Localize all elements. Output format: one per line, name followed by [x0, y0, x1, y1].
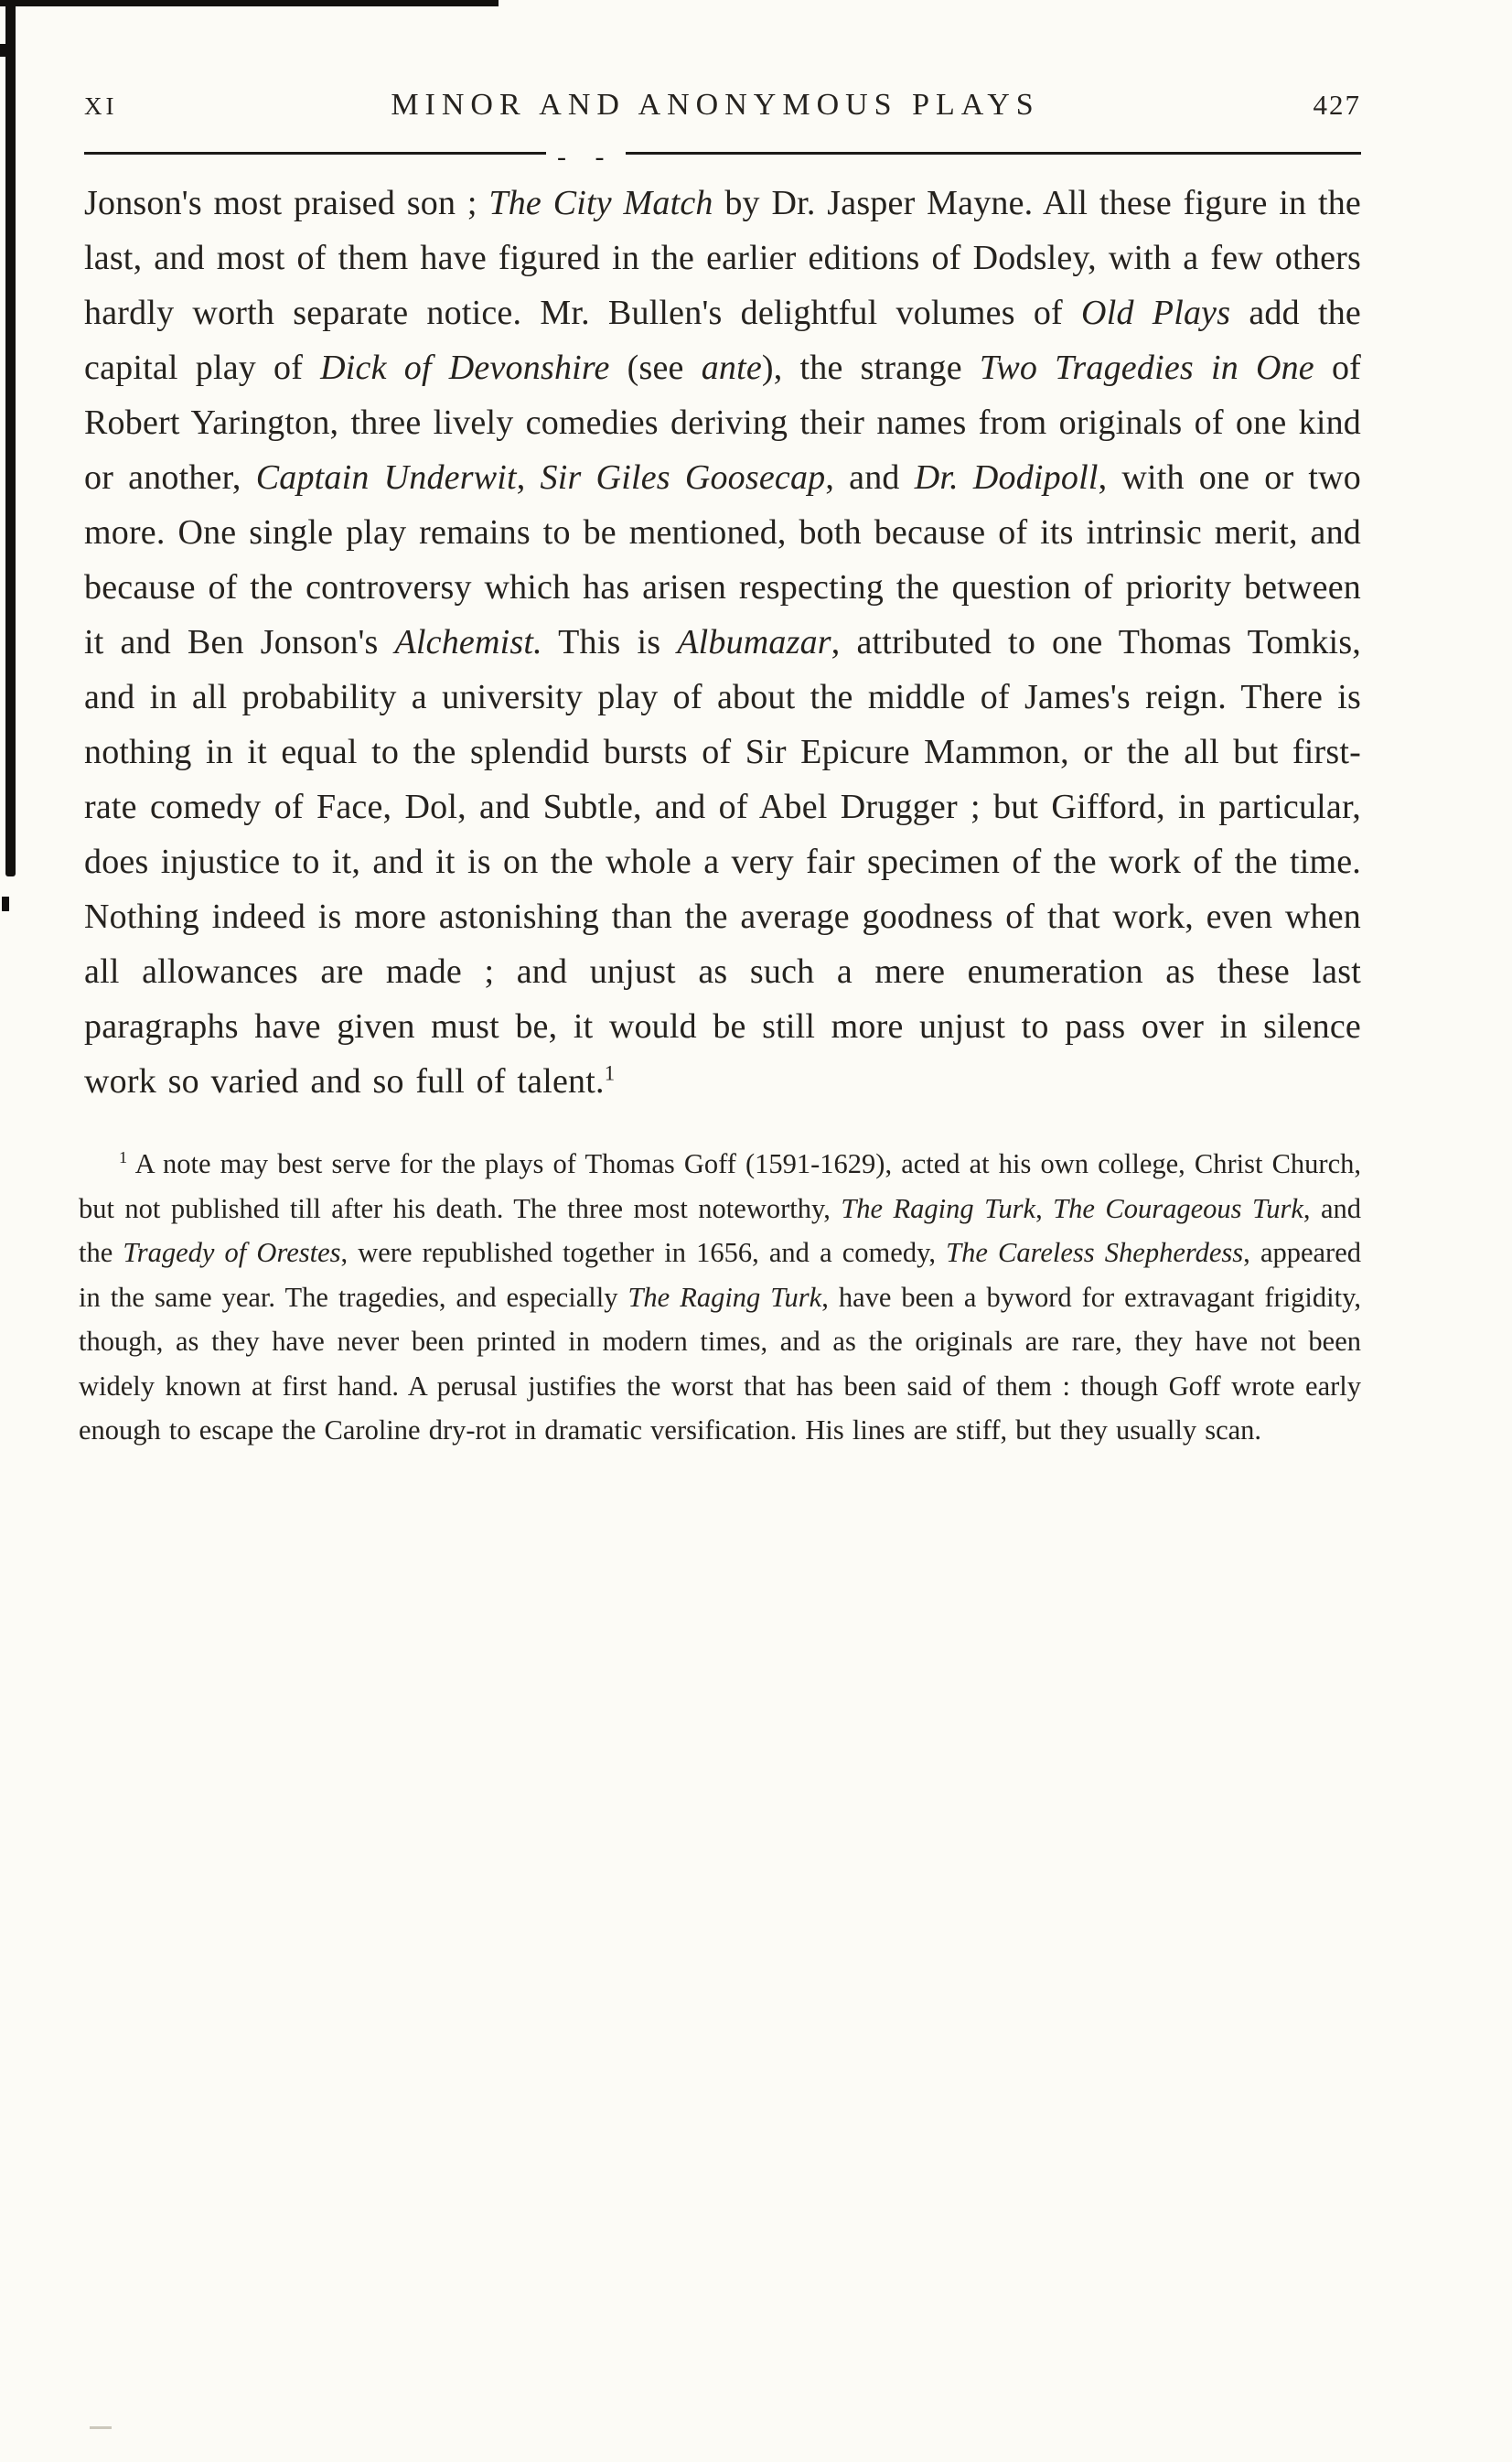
text-segment: , and the	[79, 1192, 1362, 1268]
italic-title-text: The Courageous Turk	[1053, 1192, 1303, 1224]
footnote-block	[79, 1142, 1361, 1453]
header-rule-segment	[84, 152, 546, 155]
text-segment: , were republished together in 1656, and a comedy,	[340, 1237, 947, 1268]
header-rule: - -	[84, 146, 1361, 159]
italic-title-text: ante	[701, 349, 762, 387]
text-segment: ,	[516, 458, 541, 497]
footnote-paragraph	[79, 1142, 1361, 1453]
text-segment: A note may best serve for the plays of Thomas Goff (1591-1629), acted at his own college, Christ Church, but not published till after his death. The three most noteworthy,	[79, 1148, 1361, 1224]
italic-title-text: Two Tragedies in One	[979, 349, 1314, 387]
italic-title-text: The Raging Turk	[627, 1281, 822, 1313]
body-paragraph	[84, 176, 1361, 1109]
running-title: MINOR AND ANONYMOUS PLAYS	[391, 88, 1040, 122]
text-segment: , with one or two more. One single play remains to be mentioned, both because of its intrinsic merit, and because of the controversy which has arisen respecting the question of priority between it and Ben Jonson's	[84, 458, 1362, 661]
text-segment: This is	[542, 623, 678, 661]
text-segment: (see	[609, 349, 702, 387]
text-segment: ), the strange	[761, 349, 980, 387]
text-segment: of Robert Yarington, three lively comedies deriving their names from originals of one kind or another,	[84, 349, 1362, 497]
text-segment: add the capital play of	[84, 294, 1361, 387]
italic-title-text: Tragedy of Orestes	[123, 1237, 341, 1268]
text-segment: , appeared in the same year. The tragedies, and especially	[79, 1237, 1361, 1313]
header-rule-segment	[626, 152, 1361, 155]
italic-title-text: Dr. Dodipoll	[914, 458, 1099, 497]
italic-title-text: The Careless Shepherdess	[946, 1237, 1244, 1268]
text-segment: by Dr. Jasper Mayne. All these figure in the last, and most of them have figured in the earlier editions of Dodsley, with a few others hardly worth separate notice. Mr. Bullen's delightful volumes of	[84, 184, 1361, 332]
italic-title-text: Sir Giles Goosecap	[540, 458, 826, 497]
text-segment: ,	[1035, 1192, 1054, 1224]
text-segment: Jonson's most praised son ;	[84, 184, 489, 222]
italic-title-text: The Raging Turk	[841, 1192, 1036, 1224]
italic-title-text: Old Plays	[1081, 294, 1231, 332]
italic-title-text: Captain Underwit	[255, 458, 517, 497]
scan-artifact-bottom-mark	[90, 2426, 112, 2429]
italic-title-text: Dick of Devonshire	[320, 349, 610, 387]
text-segment: , and	[825, 458, 915, 497]
main-text-block	[84, 176, 1361, 1109]
text-segment: , attributed to one Thomas Tomkis, and in all probability a university play of about the middle of James's reign. There is nothing in it equal to the splendid bursts of Sir Epicure Mammon, or the all but first-rate comedy of Face, Dol, and Subtle, and of Abel Drugger ; but Gifford, in particular, does injustice to it, and it is on the whole a very fair specimen of the work of the time. Nothing indeed is more astonishing than the average goodness of that work, even when all allowances are made ; and unjust as such a mere enumeration as these last paragraphs have given must be, it would be still more unjust to pass over in silence work so varied and so full of talent.	[84, 623, 1362, 1101]
italic-title-text: The City Match	[488, 184, 713, 222]
footnote-marker: 1	[119, 1147, 128, 1166]
text-segment: , have been a byword for extravagant frigidity, though, as they have never been printed in modern times, and as the originals are rare, they have not been widely known at first hand. A perusal justifies the worst that has been said of them : though Goff wrote early enough to escape the Caroline dry-rot in dramatic versification. His lines are stiff, but they usually scan.	[79, 1281, 1361, 1446]
page-number: 427	[1313, 89, 1361, 121]
italic-title-text: Alchemist.	[394, 623, 542, 661]
section-number: XI	[84, 92, 118, 120]
footnote-marker: 1	[604, 1061, 616, 1085]
page-header	[84, 88, 1361, 123]
italic-title-text: Albumazar	[677, 623, 831, 661]
